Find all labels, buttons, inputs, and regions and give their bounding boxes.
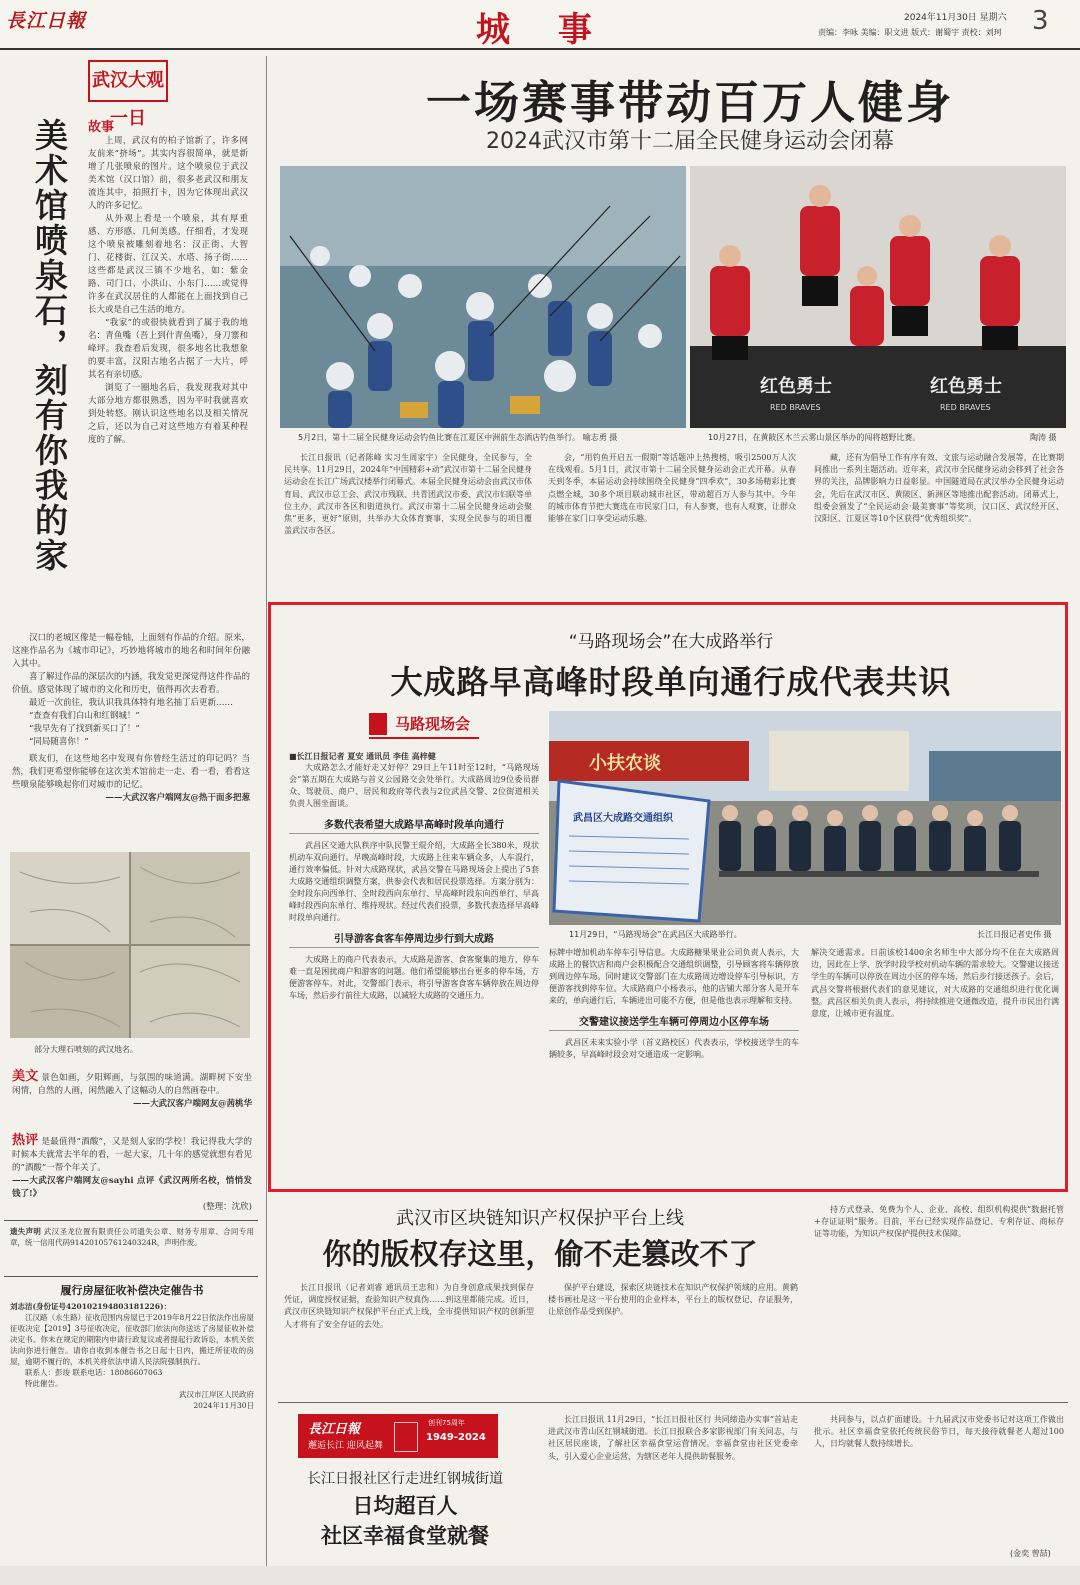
subhead: 多数代表希望大成路早高峰时段单向通行 — [289, 816, 539, 834]
article-paragraph: 大成路怎么才能好走又好停？29日上午11时至12时，“马路现场会”第五期在大成路与首义公园路交会处举行。大成路周边9位委员群众、驾驶员、商户、居民和政府等代表与2位武昌交警、2位街道相关负责人围坐面谈。 — [289, 763, 539, 808]
column-title: 美术馆喷泉石，刻有你我的家 — [30, 118, 69, 573]
photo-caption: 部分大理石喷刻的武汉地名。 — [34, 1045, 138, 1054]
photo-caption: 11月29日，“马路现场会”在武昌区大成路举行。 — [569, 930, 742, 939]
photo-credit: 陶涛 摄 — [1030, 433, 1057, 442]
lead-subheadline: 2024武汉市第十二届全民健身运动会闭幕 — [486, 129, 894, 154]
column-logo — [369, 711, 479, 739]
traffic-col3: 解决交通需求。日前该校1400余名师生中大部分均不住在大成路周边，因此在上学、放学时段学校对机动车辆的需求较大。交警建议接送学生的车辆可以停放在周边小区的停车场，然后步行接送孩子。会后，武昌交警将根据代表们的意见建议，对大成路的交通组织进行优化调整。武昌区相关负责人表示，将持续推进交通微改造，提升市民出行满意度，让城市更有温度。 — [811, 948, 1059, 1019]
notice-title: 履行房屋征收补偿决定催告书 — [60, 1284, 204, 1297]
traffic-col2 — [549, 947, 799, 1185]
promo-credit: (金奕 曾喆) — [1010, 1549, 1051, 1558]
article-paragraph: 武昌区未来实验小学（首义路校区）代表表示，学校接送学生的车辆较多，早高峰时段会对交通造成一定影响。 — [549, 1038, 799, 1059]
column-stamp: 武汉大观一日 — [88, 60, 168, 102]
page-header — [0, 0, 1080, 50]
byline: ■长江日报记者 夏安 通讯员 李佳 高梓健 — [289, 751, 436, 761]
story-paragraph: 喜了解过作品的深层次的内涵，我发觉更深觉得这件作品的价值。感觉体现了城市的文化和历史，值得再次去看看。 — [12, 672, 250, 695]
ip-col1: 长江日报讯（记者刘睿 通讯员王忠和）为自身创意成果找到保存凭证，调度授权证据，查验知识产权真伪……到这里都能完成。近日，武汉市区块链知识产权保护平台正式上线，全市提供知识产权的创新型人才将有了安全存证的去处。 — [284, 1283, 534, 1329]
notice-special: 特此催告。 — [25, 1379, 63, 1388]
hot-comment-text: 是最值得“酒酸”，又是刻人家的学校！我记得我大学的时候本夫就常去半年的看，一起大家，几十年的感觉就想有看见的“酒酸”一帮个年关了。 — [12, 1137, 252, 1173]
banner-subtext: RED BRAVES — [770, 403, 821, 412]
lost-notice — [10, 1226, 254, 1248]
newspaper-logo: 長江日報 — [6, 10, 87, 32]
traffic-kicker: “马路现场会”在大成路举行 — [568, 632, 774, 652]
notice-contact: 联系人：彭竣 联系电话：18086607063 — [25, 1368, 163, 1377]
story-paragraph: 联友们，在这些地名中发现有你曾经生活过的印记吗？当然，我们更希望你能够在这次美术馆前走一走、看一看，看看这些喷泉能够唤起你们对城市的记忆。 — [12, 754, 250, 790]
editor-credits: 责编：李咏 美编：职文进 版式：谢蜀宇 责校：刘珂 — [818, 28, 1002, 37]
photo-caption: 5月2日，第十二届全民健身运动会钓鱼比赛在江夏区中洲前生态酒店钓鱼举行。 喻志勇 摄 — [298, 433, 618, 442]
meiwen-block — [12, 1070, 252, 1111]
editor-note: (整理：沈欣) — [202, 1202, 252, 1212]
quote-line: “我早先有了找到新买口了！” — [29, 724, 140, 734]
fishing-photo — [280, 166, 686, 428]
promo-headline-2: 社区幸福食堂就餐 — [321, 1524, 489, 1548]
notice-text: 江汉路（永生路）征收范围内房屋已于2019年8月22日依法作出房屋征收决定【2019】3号征收决定，征收部门依法向你送达了房屋征收补偿决定书。你未在规定的期限内申请行政复议或者提起行政诉讼，本机关依法向你进行催告。请你自收到本催告书之日起十日内，搬迁所征收的房屋，逾期不履行的，本机关将依法申请人民法院强制执行。 — [10, 1313, 254, 1366]
promo-col1: 长江日报讯 11月29日，“长江日报社区行 共同缔造办实事”首站走进武汉市青山区红钢城街道。长江日报联合多家影视部门有关同志，与社区居民座谈，了解社区幸福食堂运营情况。幸福食堂由社区党委牵头，引入爱心企业运营，为辖区老年人提供助餐服务。 — [548, 1415, 798, 1461]
quote-line: “同局随喜你！” — [29, 737, 89, 747]
column-divider — [266, 56, 267, 1576]
promo-headline-1: 日均超百人 — [352, 1494, 458, 1518]
story-paragraph: “我家”的或很快就看到了属于我的地名：青鱼嘴（吾上到什青鱼嘴），身刀寨和峰坪。我查看后发现，很多地名比我想象的要丰富，汉阳古地名占据了一大片，呼其名有亲切感。 — [88, 318, 248, 380]
quote-line: “查查有我们白山和红钢城！” — [29, 711, 140, 721]
article-paragraph: 大成路上的商户代表表示，大成路是游客、食客聚集的地方，停车难一直是困扰商户和游客的问题。他们希望能够出台更多的停车场，方便游客停车。对此，交警部门表示，将引导游客食客车辆停放在周边停车场，然后步行前往大成路，以减轻大成路的交通压力。 — [289, 955, 539, 1000]
lead-headline: 一场赛事带动百万人健身 — [425, 76, 954, 129]
article-paragraph: 武昌区交通大队秩序中队民警王琨介绍，大成路全长380米，现状机动车双向通行。早晚高峰时段，大成路上往来车辆众多，人车混行，通行效率偏低。针对大成路现状，武昌交警在马路现场会上提出了5套大成路交通组织调整方案，供参会代表和居民投票选择。方案分别为：全时段东向西单行、全时段西向东单行、早高峰时段东向西单行、早高峰时段西向东单行、维持现状。经过代表们投票，多数代表选择早高峰时段单向通行。 — [289, 841, 539, 922]
traffic-light-icon — [369, 713, 387, 735]
divider — [278, 1402, 1068, 1403]
expropriation-notice — [10, 1282, 254, 1582]
banner-text: 红色勇士 — [930, 376, 1002, 397]
story-block — [88, 116, 248, 447]
promo-col2: 共同参与，以点扩面建设。十九届武汉市党委书记对这项工作做出批示。社区幸福食堂依托传统民俗节日，每天接待就餐老人超过100人，日均就餐人数持续增长。 — [814, 1415, 1064, 1449]
story-paragraph: 浏览了一圈地名后，我发现我对其中大部分地方都很熟悉，因为平时我就喜欢到处转悠。刚认识这些地名以及相关情况之后，还以为自己对这些地方有着某种程度的了解。 — [88, 383, 248, 445]
promo-kicker: 长江日报社区行走进红钢城街道 — [307, 1471, 503, 1487]
subhead: 交警建议接送学生车辆可停周边小区停车场 — [549, 1013, 799, 1031]
story-paragraph: 上周，武汉有的柏子馆新了，许多网友前来“挤场”。其实内容很简单，就是新增了几张喷泉的图片。这个喷泉位于武汉美术馆（汉口馆）前，很多老武汉和朋友流连其中，拍照打卡，因为它体现出武汉人的许多记忆。 — [88, 136, 248, 211]
promo-badge-top: 创刊75周年 — [428, 1419, 465, 1427]
photo-credit: 长江日报记者史伟 摄 — [977, 930, 1052, 939]
obstacle-race-image — [690, 166, 1066, 428]
banner-subtext: RED BRAVES — [940, 403, 991, 412]
meeting-photo — [549, 711, 1061, 925]
divider — [4, 1276, 258, 1277]
left-column — [4, 60, 262, 1580]
street-meeting-image — [549, 711, 1061, 925]
column-logo-text: 马路现场会 — [395, 715, 471, 733]
subhead: 引导游客食客车停周边步行到大成路 — [289, 930, 539, 948]
notice-title: 遗失声明 — [10, 1227, 42, 1236]
notice-text: 武汉圣龙位置有限责任公司遗失公章、财务专用章、合同专用章，统一信用代码91420105761240324R，声明作废。 — [10, 1227, 255, 1247]
traffic-headline: 大成路早高峰时段单向通行成代表共识 — [390, 663, 952, 701]
story-label: 故事 — [88, 120, 115, 135]
board-text: 武昌区大成路交通组织 — [573, 813, 673, 824]
story-paragraph: 从外观上看是一个喷泉，其有厚重感、方形感、几何美感。仔细看，才发现这个喷泉被雕刻着地名：汉正街、大智门、花楼街、江汉关、水塔、扬子街……这些都是武汉三镇不少地名，如：紫金路、司门口、小洪山、小东门……或觉得许多在武汉居住的人都能在上面找到自己长大或是自己生活的地方。 — [88, 214, 248, 315]
story-credit: ——大武汉客户端网友@热干面多把葱 — [105, 793, 250, 803]
notice-date: 2024年11月30日 — [193, 1401, 254, 1410]
story-paragraph: 最近一次前往，我认识我具体特有地名抽丁后更新…… — [29, 698, 234, 708]
meiwen-label: 美文 — [12, 1069, 39, 1084]
hot-comment-label: 热评 — [12, 1133, 39, 1148]
ip-headline: 你的版权存这里，偷不走篡改不了 — [322, 1237, 758, 1271]
issue-date: 2024年11月30日 星期六 — [904, 13, 1007, 23]
lead-article-col3: 藏，还有为倡导工作有序有效、文旅与运动融合发展等，在比赛期间推出一系列主题活动。近年来，武汉市全民健身运动会移到了社会各界的关注，品牌影响力日益彰显。中国隧道局在武汉举办全民健身运动会，先后在武汉市区、黄陂区、新洲区等地推出配套活动。闭幕式上，组委会颁发了“全民运动会·最美赛事”等奖项，汉口区、武汉经开区、汉阳区、江夏区等10个区获得“优秀组织奖”。 — [814, 453, 1064, 524]
promo-logo: 長江日報 — [308, 1422, 361, 1437]
meiwen-text: 景色如画，夕阳辉画，与氛围的味道满。湖畔树下安坐闲情，自然的人画，闲然融入了这幅动人的自然画卷中。 — [12, 1073, 252, 1096]
lead-article-col1: 长江日报讯（记者陈峰 实习生周家宇）全民健身，全民参与，全民共享。11月29日，2024年“中国精彩+动”武汉市第十二届全民健身运动会在长江广场武汉楼举行闭幕式。本届全民健身运动会由武汉市体育局、武汉市总工会、武汉市残联、共青团武汉市委、武汉市妇联等单位主办，武汉市各区和街道执行。武汉市第十二届全民健身运动会聚焦“更多，更好”原则，共举办大众体育赛事，实现全民参与的项目覆盖武汉市各区。 — [284, 453, 532, 536]
race-photo — [690, 166, 1066, 428]
marble-tiles-image — [10, 852, 250, 1038]
gate-icon — [394, 1422, 418, 1452]
meiwen-credit: ——大武汉客户端网友@茜桃华 — [132, 1099, 252, 1109]
promo-banner — [298, 1414, 498, 1458]
page-number: 3 — [1032, 6, 1049, 36]
hot-comment-block — [12, 1134, 252, 1214]
divider — [4, 1220, 258, 1221]
traffic-col1 — [289, 751, 539, 1185]
notice-addressee: 刘志洁(身份证号420102194803181226)： — [10, 1302, 172, 1311]
marble-photo — [10, 852, 250, 1038]
traffic-story-box — [268, 602, 1068, 1192]
promo-badge: 1949-2024 — [426, 1432, 486, 1443]
story-paragraph: 汉口的老城区像是一幅卷轴，上面刻有作品的介绍。原来，这座作品名为《城市印记》，巧妙地将城市的地名和时间年份融入其中。 — [12, 633, 250, 669]
page-footer-strip — [0, 1566, 1080, 1585]
section-title: 城 事 — [476, 10, 610, 50]
notice-signer: 武汉市江岸区人民政府 — [179, 1390, 254, 1399]
photo-caption: 10月27日，在黄陂区木兰云雾山景区举办的闯将越野比赛。 — [708, 433, 921, 442]
fishing-competition-image — [280, 166, 686, 428]
promo-slogan: 邂逅长江 迎风起舞 — [308, 1441, 383, 1451]
ip-col2: 保护平台建设，探索区块链技术在知识产权保护领域的应用。黄鹤楼书画社是这一平台使用的企业样本，平台上的版权登记、存证服务，让原创作品受到保护。 — [548, 1283, 798, 1317]
hot-comment-credit: ——大武汉客户端网友@sayhi 点评《武汉两所名校，悄悄发钱了!》 — [12, 1176, 252, 1199]
ip-kicker: 武汉市区块链知识产权保护平台上线 — [396, 1208, 684, 1229]
lead-article-col2: 会，“用钓鱼开启五一假期”等话题冲上热搜榜，吸引2500万人次在线观看。5月1日，武汉市第十二届全民健身运动会正式开幕。从春天到冬季，本届运动会持续围绕全民健身“四季欢”，30多场精彩比赛点燃全城，30多个项目联动城市社区，带动超百万人参与其中。今年的城市体育节把大赛选在市民家门口，有人参赛，也有人观赛，让群众能够在家门口享受运动乐趣。 — [548, 453, 796, 524]
ip-col3: 持方式登录、免费为个人、企业、高校、组织机构提供“数据托管+存证证明”服务。目前，平台已经实现作品登记、专利存证、商标存证等功能，为知识产权保护提供技术保障。 — [814, 1205, 1064, 1239]
article-paragraph: 标牌中增加机动车停车引导信息。大成路糖果果业公司负责人表示，大成路上的餐饮店和商户会积极配合交通组织调整，引导顾客将车辆停放到周边停车场。同时建议交警部门在大成路周边增设停车引导标识，方便游客找到停车位。大成路商户小杨表示，他的店铺大部分客人是开车来的，单向通行后，车辆进出可能不方便，但是他也表示理解和支持。 — [549, 948, 799, 1005]
banner-text: 红色勇士 — [760, 376, 832, 397]
shop-sign: 小扶农谈 — [589, 753, 661, 774]
